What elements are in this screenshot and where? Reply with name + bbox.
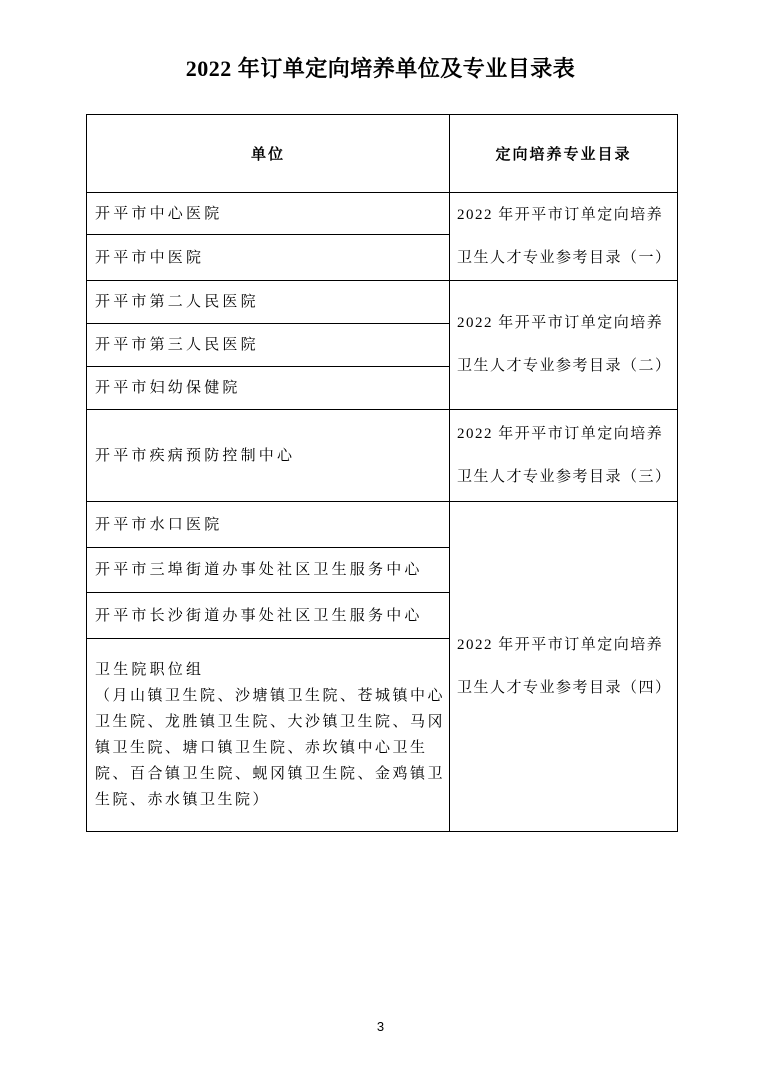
table-row [87,502,678,548]
unit-cell: 开平市中医院 [87,235,450,281]
catalog-line-1: 2022 年开平市订单定向培养 [457,425,664,442]
catalog-cell [450,281,678,410]
catalog-line-2: 卫生人才专业参考目录（四） [457,679,672,696]
unit-cell: 开平市三埠街道办事处社区卫生服务中心 [87,548,450,593]
catalog-line-2: 卫生人才专业参考目录（一） [457,249,672,266]
catalog-cell [450,193,678,281]
table-row [87,410,678,502]
catalog-line-1: 2022 年开平市订单定向培养 [457,636,664,653]
table-header-row [87,115,678,193]
header-cell-unit: 单位 [87,115,450,193]
page-title: 2022 年订单定向培养单位及专业目录表 [185,56,576,81]
catalog-line-1: 2022 年开平市订单定向培养 [457,315,664,331]
header-cell-catalog: 定向培养专业目录 [450,115,678,193]
unit-cell: 开平市第二人民医院 [87,281,450,324]
catalog-cell [450,502,678,832]
unit-cell: 开平市中心医院 [87,193,450,235]
unit-cell: 开平市妇幼保健院 [87,367,450,410]
page-number: 3 [376,1019,385,1034]
group-unit-title: 卫生院职位组 [95,662,205,678]
catalog-line-1: 2022 年开平市订单定向培养 [457,206,664,223]
unit-cell: 开平市长沙街道办事处社区卫生服务中心 [87,593,450,639]
catalog-line-2: 卫生人才专业参考目录（二） [457,358,672,374]
table-row [87,193,678,235]
unit-catalog-table [86,114,678,832]
table-row [87,281,678,324]
group-unit-detail: （月山镇卫生院、沙塘镇卫生院、苍城镇中心卫生院、龙胜镇卫生院、大沙镇卫生院、马冈镇卫生院、塘口镇卫生院、赤坎镇中心卫生院、百合镇卫生院、蚬冈镇卫生院、金鸡镇卫生院、赤水镇卫生院） [95,688,446,808]
unit-cell: 开平市疾病预防控制中心 [87,410,450,502]
unit-cell: 开平市水口医院 [87,502,450,548]
unit-cell-group [87,639,450,832]
catalog-line-2: 卫生人才专业参考目录（三） [457,468,672,485]
catalog-cell [450,410,678,502]
unit-cell: 开平市第三人民医院 [87,324,450,367]
